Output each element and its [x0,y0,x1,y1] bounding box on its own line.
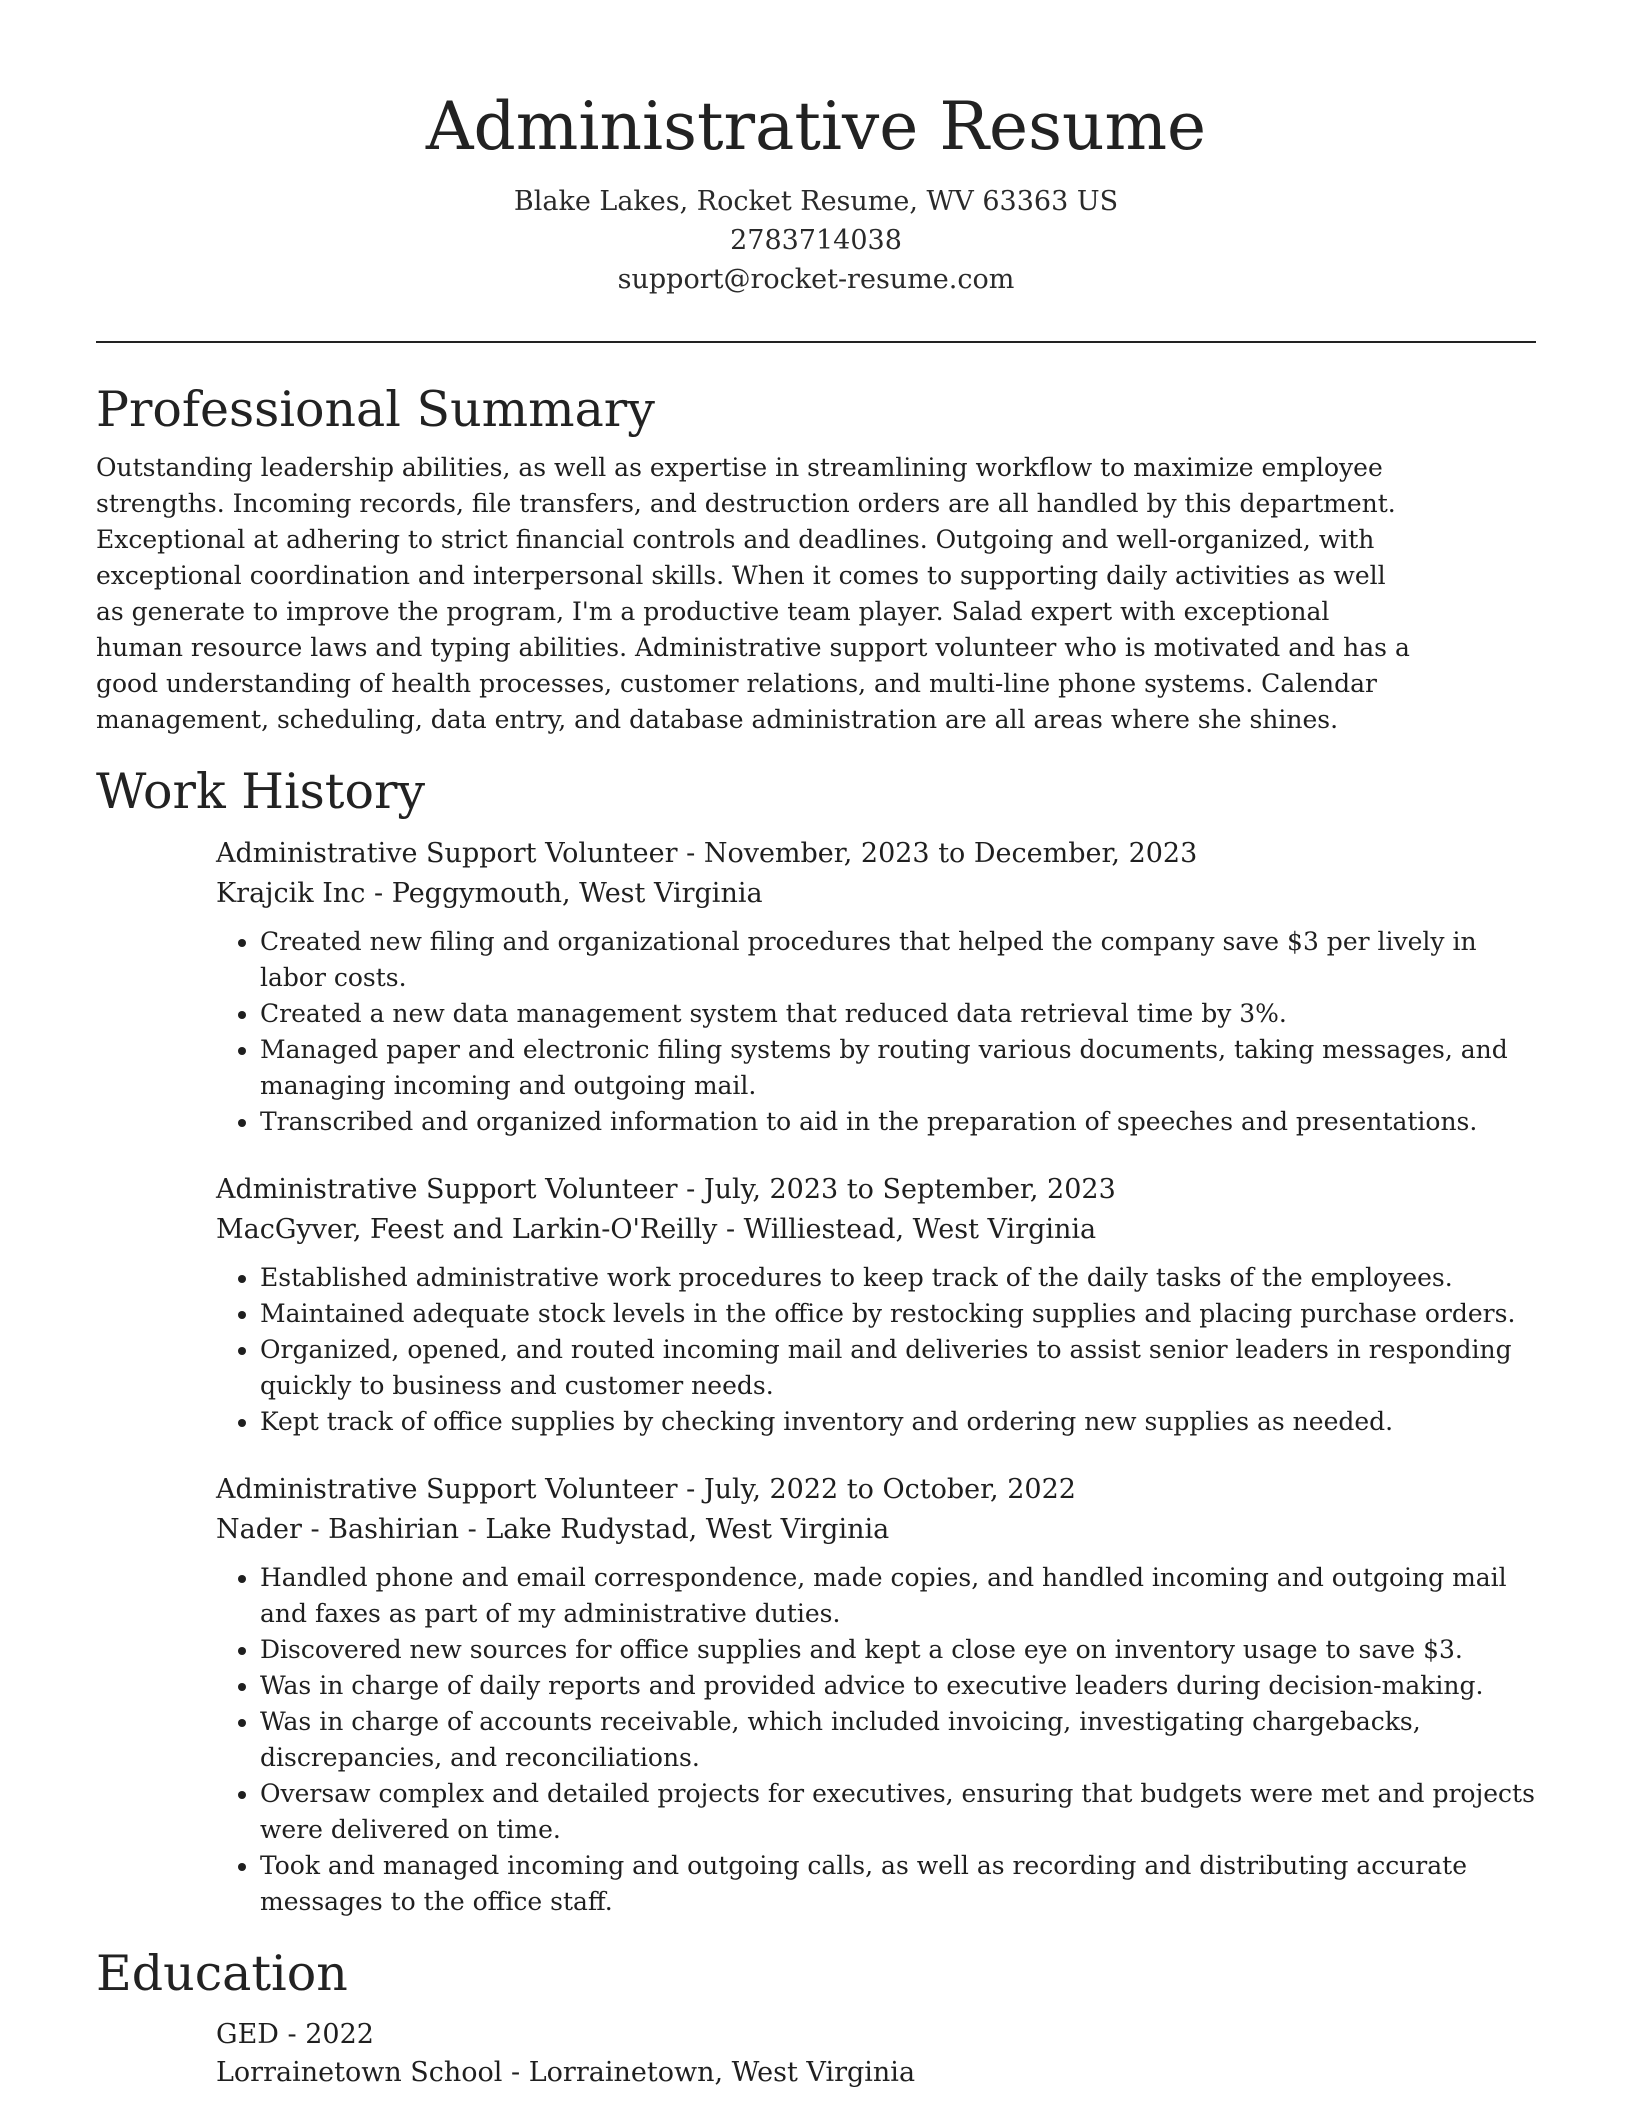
contact-address: Blake Lakes, Rocket Resume, WV 63363 US [513,186,1119,217]
job-title: Administrative Support Volunteer [216,838,678,869]
education-degree-line [216,2016,1536,2054]
job-dates: July, 2023 to September, 2023 [703,1174,1116,1205]
separator: - [278,2019,306,2050]
resume-header [96,80,1536,299]
section-heading-summary: Professional Summary [96,381,655,438]
job-bullet: • Was in charge of daily reports and provided advice to executive leaders during decision-making. [260,1668,1536,1704]
job-title-line [216,1170,1536,1210]
education-degree: GED [216,2019,279,2050]
job-bullet: • Created a new data management system that reduced data retrieval time by 3%. [260,996,1536,1032]
job-bullet: • Took and managed incoming and outgoing calls, as well as recording and distributing accurate messages to the office staff. [260,1848,1536,1920]
resume-body [96,378,1536,2092]
contact-phone: 2783714038 [730,225,902,256]
separator: - [717,1214,744,1245]
job-company: MacGyver, Feest and Larkin-O'Reilly [216,1214,718,1245]
separator: - [677,838,704,869]
section-professional-summary [96,378,1536,738]
job-title: Administrative Support Volunteer [216,1174,678,1205]
job-dates: July, 2022 to October, 2022 [703,1474,1076,1505]
job-title: Administrative Support Volunteer [216,1474,678,1505]
job-bullets [216,1560,1536,1920]
job-location: Lake Rudystad, West Virginia [485,1514,890,1545]
job-bullets [216,924,1536,1140]
education-school: Lorrainetown School [216,2057,503,2088]
job-entry [216,1170,1536,1440]
job-company: Nader - Bashirian [216,1514,460,1545]
education-school-line [216,2054,1536,2092]
contact-email: support@rocket-resume.com [617,264,1015,295]
job-bullet: • Managed paper and electronic filing systems by routing various documents, taking messages, and managing incoming and outgoing mail. [260,1032,1536,1104]
job-location: Peggymouth, West Virginia [391,878,763,909]
job-bullet: • Discovered new sources for office supplies and kept a close eye on inventory usage to save $3. [260,1632,1536,1668]
header-divider [96,341,1536,343]
job-company-line [216,1510,1536,1550]
job-bullet: • Handled phone and email correspondence, made copies, and handled incoming and outgoing mail and faxes as part of my administrative duties. [260,1560,1536,1632]
job-entry [216,1470,1536,1920]
job-company-line [216,1210,1536,1250]
separator: - [365,878,392,909]
summary-text: Outstanding leadership abilities, as well as expertise in streamlining workflow to maximize employee strengths. Incoming records, file transfers, and destruction orders are all handled by this department. Exceptional at adhering to strict financial controls and deadlines. Outgoing and well-organized, with exceptional coordination and interpersonal skills. When it comes to supporting daily activities as well as generate to improve the program, I'm a productive team player. Salad expert with exceptional human resource laws and typing abilities. Administrative support volunteer who is motivated and has a good understanding of health processes, customer relations, and multi-line phone systems. Calendar management, scheduling, data entry, and database administration are all areas where she shines. [96,453,1410,734]
job-bullet: • Created new filing and organizational procedures that helped the company save $3 per lively in labor costs. [260,924,1536,996]
section-work-history [96,760,1536,1920]
separator: - [502,2057,529,2088]
job-company: Krajcik Inc [216,878,366,909]
contact-info [96,182,1536,299]
job-bullet: • Was in charge of accounts receivable, which included invoicing, investigating chargebacks, discrepancies, and reconciliations. [260,1704,1536,1776]
section-heading-work: Work History [96,763,426,820]
separator: - [677,1174,704,1205]
job-bullet: • Maintained adequate stock levels in the office by restocking supplies and placing purchase orders. [260,1296,1536,1332]
job-bullet: • Organized, opened, and routed incoming mail and deliveries to assist senior leaders in responding quickly to business and customer needs. [260,1332,1536,1404]
job-entry [216,834,1536,1140]
section-education [96,1942,1536,2092]
job-title-line [216,834,1536,874]
document-title: Administrative Resume [425,88,1207,165]
job-bullet: • Oversaw complex and detailed projects for executives, ensuring that budgets were met and projects were delivered on time. [260,1776,1536,1848]
section-heading-education: Education [96,1945,348,2002]
separator: - [677,1474,704,1505]
education-entry [216,2016,1536,2092]
job-bullet: • Established administrative work procedures to keep track of the daily tasks of the employees. [260,1260,1536,1296]
separator: - [459,1514,486,1545]
job-bullets [216,1260,1536,1440]
job-title-line [216,1470,1536,1510]
education-year: 2022 [305,2019,374,2050]
job-company-line [216,874,1536,914]
job-bullet: • Kept track of office supplies by checking inventory and ordering new supplies as needed. [260,1404,1536,1440]
job-bullet: • Transcribed and organized information to aid in the preparation of speeches and presentations. [260,1104,1536,1140]
job-location: Williestead, West Virginia [743,1214,1097,1245]
education-location: Lorrainetown, West Virginia [528,2057,916,2088]
job-dates: November, 2023 to December, 2023 [703,838,1198,869]
